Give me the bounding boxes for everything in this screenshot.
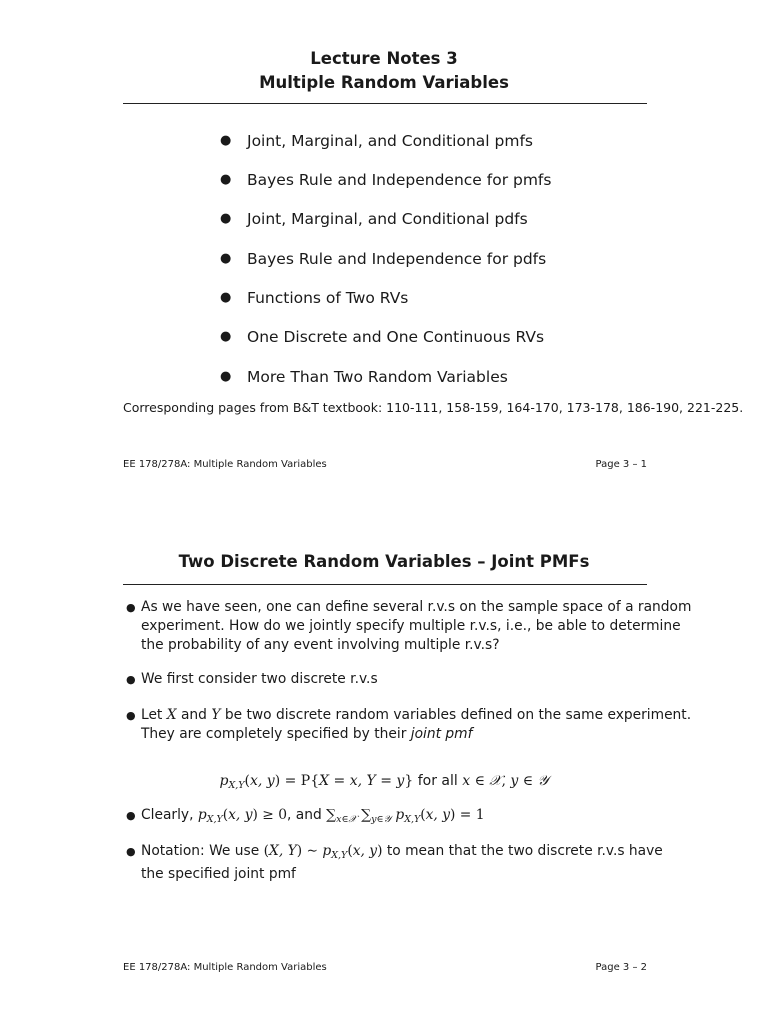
bullet2-text: We first consider two discrete r.v.s bbox=[141, 671, 378, 687]
slide1-title-rule bbox=[123, 103, 647, 104]
corresponding-pages: Corresponding pages from B&T textbook: 110-111, 158-159, 164-170, 173-178, 186-190, 221-225. bbox=[123, 400, 744, 415]
joint-pmf-formula: $p_{X,Y}(x$, y) = P{X = x, Y = y} for all x ∈ 𝒳, y ∈ 𝒴 bbox=[219, 773, 549, 791]
bullet1-line3: the probability of any event involving multiple r.v.s? bbox=[141, 637, 500, 653]
slide2-title-rule bbox=[123, 584, 647, 585]
slide1-footer-right: Page 3 – 1 bbox=[595, 459, 647, 470]
bullet1-line2: experiment. How do we jointly specify multiple r.v.s, i.e., be able to determine bbox=[141, 618, 681, 634]
slide2-title: Two Discrete Random Variables – Joint PMFs bbox=[178, 552, 590, 571]
bullet1-line1: As we have seen, one can define several r.v.s on the sample space of a random bbox=[141, 599, 692, 615]
bullet3-line2: They are completely specified by their joint pmf bbox=[141, 726, 473, 742]
slide2-footer-right: Page 3 – 2 bbox=[595, 962, 647, 973]
bullet5-line2: the specified joint pmf bbox=[141, 866, 296, 882]
slide1-title-line1: Lecture Notes 3 bbox=[310, 49, 458, 68]
slide2-footer-left: EE 178/278A: Multiple Random Variables bbox=[123, 962, 327, 973]
slide1-footer-left: EE 178/278A: Multiple Random Variables bbox=[123, 459, 327, 470]
bullet4-line1: Clearly, $p_{X,Y}(x$, y) ≥ 0, and $\sum_{x\in 𝒳}$ $\sum_{y\in 𝒴}$ $p_{X,Y}(x$, y) = 1 bbox=[141, 807, 485, 825]
bullet3-line1: Let X and Y be two discrete random variables defined on the same experiment. bbox=[141, 707, 692, 723]
slide1-title-line2: Multiple Random Variables bbox=[259, 73, 509, 92]
bullet5-line1: Notation: We use (X, Y) ∼ $p_{X,Y}(x$, y) to mean that the two discrete r.v.s have bbox=[141, 843, 663, 861]
joint-pmf-emphasis: joint pmf bbox=[410, 726, 473, 742]
